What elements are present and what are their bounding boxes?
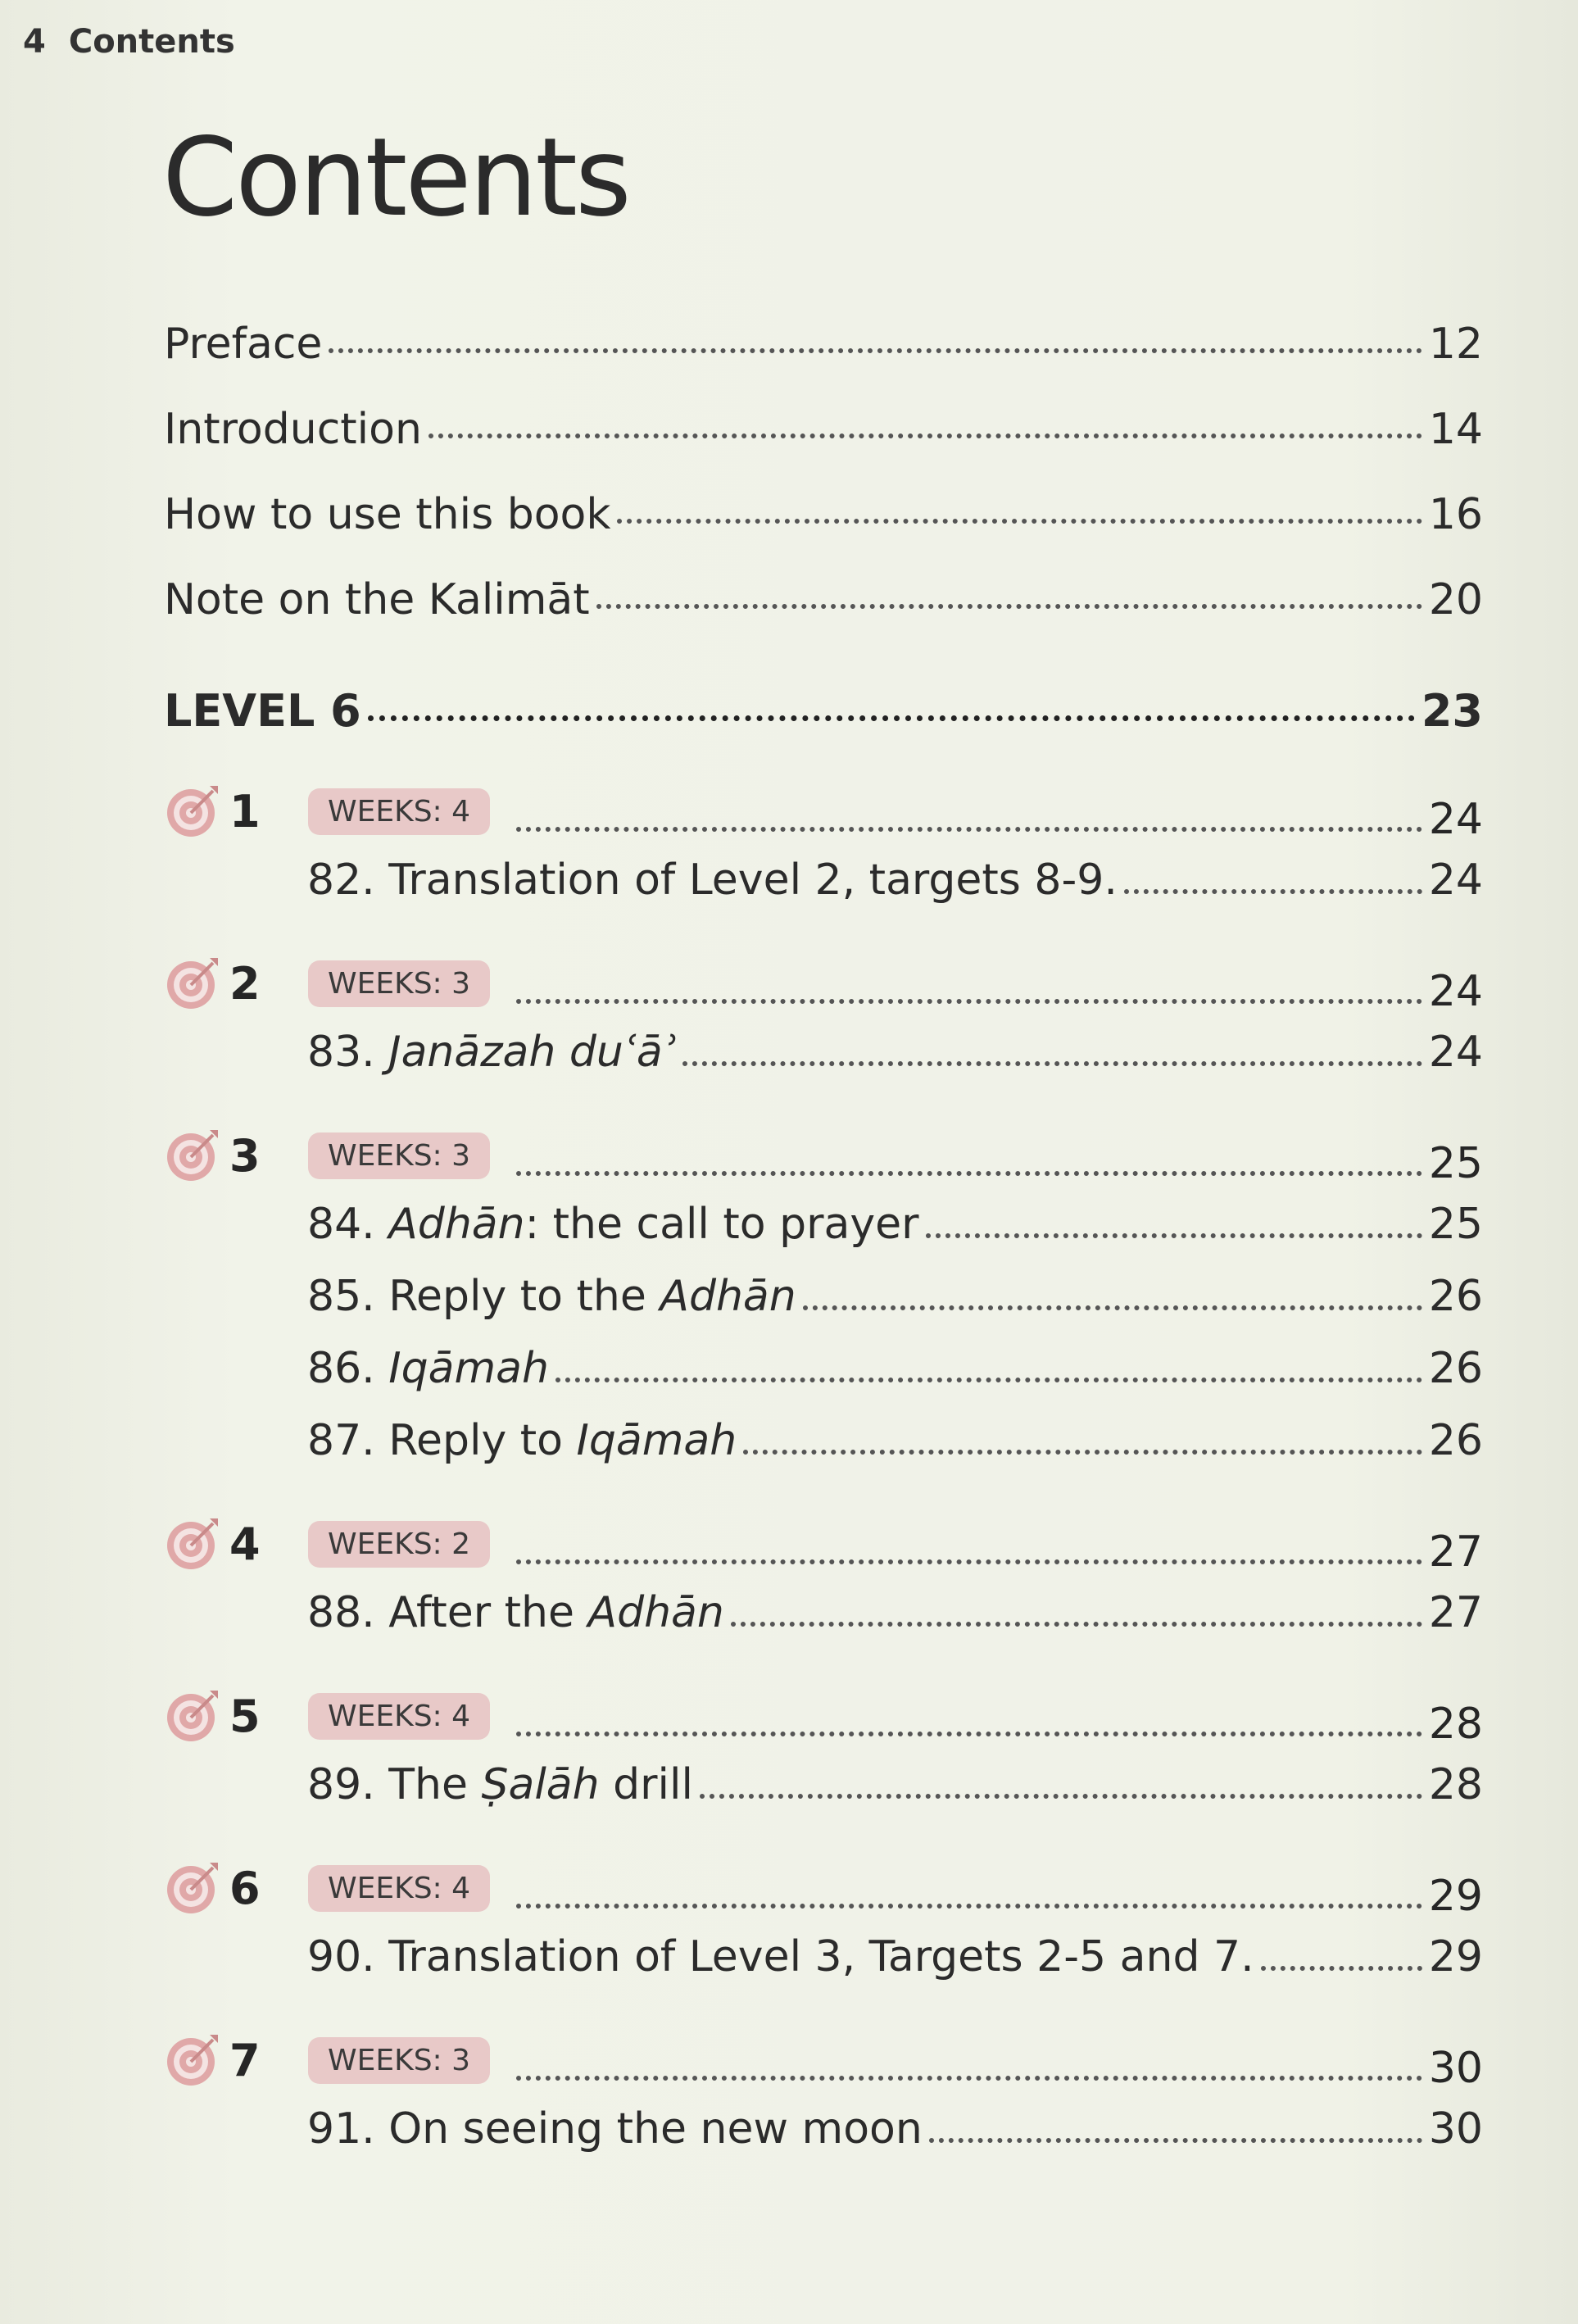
- level-heading-row[interactable]: [164, 685, 1483, 775]
- toc-item-page: 27: [1428, 1588, 1483, 1637]
- item-text: The: [388, 1760, 482, 1809]
- target-number: 4: [229, 1518, 261, 1570]
- target-spacer: [164, 916, 1483, 947]
- dot-leader: [1261, 1966, 1422, 1971]
- target-header-row[interactable]: [164, 1123, 1483, 1188]
- target-items: [164, 1016, 1483, 1088]
- weeks-badge: WEEKS: 4: [308, 788, 490, 835]
- target-number: 6: [229, 1862, 261, 1914]
- item-italic-term: Adhān: [587, 1588, 724, 1637]
- toc-item-label: [307, 1416, 737, 1465]
- target-block: [164, 778, 1483, 916]
- item-italic-term: Iqāmah: [388, 1344, 549, 1393]
- dot-leader: [516, 999, 1422, 1004]
- running-head-page-number: 4: [23, 23, 46, 61]
- target-icon: [164, 1687, 221, 1745]
- item-number: 85.: [307, 1272, 375, 1321]
- toc-item-row[interactable]: [307, 1405, 1483, 1477]
- dot-leader: [516, 2076, 1422, 2081]
- item-text-suffix: drill: [599, 1760, 693, 1809]
- target-header-row[interactable]: [164, 2027, 1483, 2093]
- item-text: Reply to: [388, 1416, 577, 1465]
- toc-item-page: 30: [1428, 2104, 1483, 2154]
- toc-entry-page: 16: [1428, 490, 1483, 539]
- dot-leader: [1124, 889, 1422, 894]
- item-text: On seeing the new moon: [388, 2104, 923, 2154]
- target-page: 25: [1428, 1139, 1483, 1188]
- dot-leader: [617, 519, 1422, 524]
- toc-item-page: 26: [1428, 1272, 1483, 1321]
- level-label: LEVEL 6: [164, 685, 361, 737]
- toc-item-row[interactable]: [307, 1577, 1483, 1649]
- dot-leader: [743, 1450, 1422, 1455]
- item-number: 89.: [307, 1760, 375, 1809]
- target-page: 29: [1428, 1872, 1483, 1921]
- target-icon: [164, 783, 221, 840]
- dot-leader: [682, 1061, 1422, 1066]
- toc-item-label: [307, 1588, 724, 1637]
- target-spacer: [164, 1993, 1483, 2024]
- toc-item-page: 28: [1428, 1760, 1483, 1809]
- target-icon: [164, 1515, 221, 1573]
- toc-item-row[interactable]: [307, 1188, 1483, 1260]
- item-italic-term: Janāzah duʿāʾ: [388, 1028, 676, 1077]
- target-items: [164, 1188, 1483, 1477]
- target-header-row[interactable]: [164, 1683, 1483, 1749]
- dot-leader: [555, 1378, 1422, 1382]
- target-block: [164, 1683, 1483, 1821]
- target-items: [164, 2093, 1483, 2165]
- target-number: 5: [229, 1690, 261, 1742]
- toc-item-row[interactable]: [307, 1749, 1483, 1821]
- dot-leader: [700, 1794, 1422, 1799]
- weeks-badge: WEEKS: 3: [308, 1132, 490, 1179]
- item-text: Translation of Level 2, targets 8-9.: [388, 856, 1118, 905]
- target-number: 2: [229, 957, 261, 1010]
- toc-entry-page: 12: [1428, 320, 1483, 369]
- toc-item-label: [307, 2104, 923, 2154]
- target-items: [164, 1921, 1483, 1993]
- level-page: 23: [1421, 685, 1483, 737]
- target-items: [164, 1749, 1483, 1821]
- target-spacer: [164, 1821, 1483, 1852]
- toc-entry-row[interactable]: [164, 320, 1483, 405]
- item-number: 86.: [307, 1344, 375, 1393]
- toc-item-row[interactable]: [307, 1921, 1483, 1993]
- weeks-badge: WEEKS: 2: [308, 1521, 490, 1568]
- dot-leader: [516, 1171, 1422, 1176]
- item-number: 83.: [307, 1028, 375, 1077]
- toc-item-label: [307, 1344, 549, 1393]
- toc-item-page: 29: [1428, 1932, 1483, 1981]
- toc-item-label: [307, 1028, 676, 1077]
- toc-item-row[interactable]: [307, 844, 1483, 916]
- toc-entry-page: 20: [1428, 575, 1483, 624]
- item-text: Translation of Level 3, Targets 2-5 and 7.: [388, 1932, 1254, 1981]
- target-spacer: [164, 1477, 1483, 1508]
- toc-entry-label: Note on the Kalimāt: [164, 575, 590, 624]
- dot-leader: [368, 715, 1415, 721]
- toc-entry-row[interactable]: [164, 575, 1483, 660]
- toc-item-row[interactable]: [307, 1260, 1483, 1332]
- target-spacer: [164, 1649, 1483, 1680]
- dot-leader: [329, 348, 1422, 353]
- toc-item-row[interactable]: [307, 1332, 1483, 1405]
- dot-leader: [516, 827, 1422, 832]
- toc-item-label: [307, 1272, 796, 1321]
- weeks-badge: WEEKS: 4: [308, 1865, 490, 1912]
- dot-leader: [429, 433, 1422, 438]
- weeks-badge: WEEKS: 3: [308, 960, 490, 1007]
- toc-item-label: [307, 1932, 1254, 1981]
- item-text-suffix: : the call to prayer: [524, 1200, 919, 1249]
- dot-leader: [803, 1305, 1422, 1310]
- target-spacer: [164, 1088, 1483, 1119]
- target-block: [164, 1123, 1483, 1477]
- target-page: 30: [1428, 2044, 1483, 2093]
- running-head: [23, 23, 235, 61]
- target-items: [164, 844, 1483, 916]
- target-icon: [164, 1127, 221, 1184]
- target-block: [164, 2027, 1483, 2165]
- toc-item-page: 24: [1428, 856, 1483, 905]
- target-block: [164, 1855, 1483, 1993]
- item-number: 88.: [307, 1588, 375, 1637]
- target-page: 24: [1428, 795, 1483, 844]
- running-head-section: Contents: [68, 23, 235, 61]
- target-page: 24: [1428, 967, 1483, 1016]
- item-number: 82.: [307, 856, 375, 905]
- item-text: Reply to the: [388, 1272, 660, 1321]
- target-header-row[interactable]: [164, 1511, 1483, 1577]
- toc-entry-label: Introduction: [164, 405, 422, 454]
- target-items: [164, 1577, 1483, 1649]
- dot-leader: [516, 1732, 1422, 1736]
- toc-item-page: 25: [1428, 1200, 1483, 1249]
- dot-leader: [926, 1233, 1422, 1238]
- dot-leader: [516, 1904, 1422, 1909]
- toc-item-row[interactable]: [307, 1016, 1483, 1088]
- target-icon: [164, 1859, 221, 1917]
- toc-item-label: [307, 856, 1118, 905]
- target-page: 27: [1428, 1527, 1483, 1577]
- target-number: 1: [229, 785, 261, 837]
- toc-item-page: 24: [1428, 1028, 1483, 1077]
- toc-entry-label: Preface: [164, 320, 323, 369]
- item-italic-term: Adhān: [660, 1272, 796, 1321]
- item-italic-term: Ṣalāh: [481, 1760, 600, 1809]
- dot-leader: [731, 1622, 1422, 1627]
- target-icon: [164, 2031, 221, 2089]
- target-page: 28: [1428, 1700, 1483, 1749]
- target-header-row[interactable]: [164, 1855, 1483, 1921]
- target-number: 3: [229, 1129, 261, 1182]
- toc-item-row[interactable]: [307, 2093, 1483, 2165]
- target-icon: [164, 955, 221, 1012]
- item-text: After the: [388, 1588, 588, 1637]
- table-of-contents: [164, 320, 1483, 2165]
- item-number: 90.: [307, 1932, 375, 1981]
- target-number: 7: [229, 2034, 261, 2086]
- toc-entry-row[interactable]: [164, 405, 1483, 490]
- dot-leader: [929, 2138, 1422, 2143]
- item-number: 84.: [307, 1200, 375, 1249]
- dot-leader: [596, 604, 1422, 609]
- toc-item-page: 26: [1428, 1344, 1483, 1393]
- front-matter-list: [164, 320, 1483, 660]
- weeks-badge: WEEKS: 4: [308, 1693, 490, 1740]
- dot-leader: [516, 1559, 1422, 1564]
- item-italic-term: Adhān: [388, 1200, 525, 1249]
- toc-entry-row[interactable]: [164, 490, 1483, 575]
- item-italic-term: Iqāmah: [576, 1416, 737, 1465]
- toc-entry-label: How to use this book: [164, 490, 611, 539]
- toc-item-page: 26: [1428, 1416, 1483, 1465]
- item-number: 87.: [307, 1416, 375, 1465]
- target-block: [164, 1511, 1483, 1649]
- target-block: [164, 951, 1483, 1088]
- toc-item-label: [307, 1200, 919, 1249]
- targets-list: [164, 778, 1483, 2165]
- target-header-row[interactable]: [164, 778, 1483, 844]
- item-number: 91.: [307, 2104, 375, 2154]
- target-header-row[interactable]: [164, 951, 1483, 1016]
- page-title: Contents: [162, 115, 629, 241]
- weeks-badge: WEEKS: 3: [308, 2037, 490, 2084]
- toc-item-label: [307, 1760, 693, 1809]
- toc-entry-page: 14: [1428, 405, 1483, 454]
